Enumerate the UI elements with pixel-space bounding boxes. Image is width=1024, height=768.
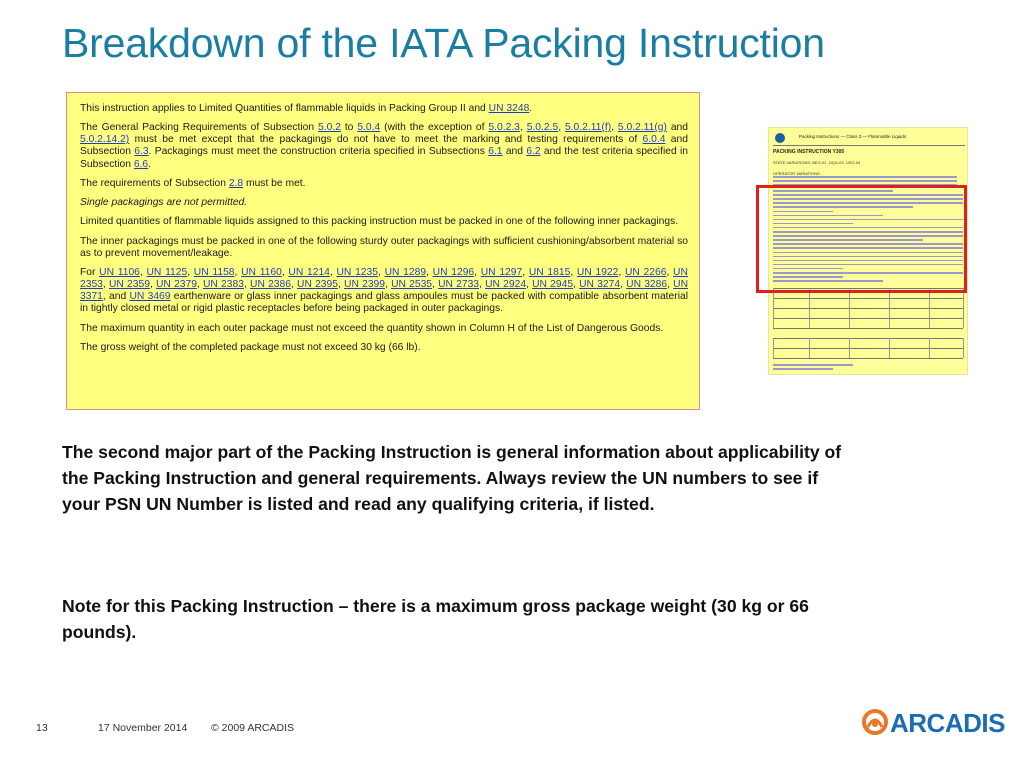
un-number-link[interactable]: UN 2359: [108, 279, 150, 291]
un-number-link[interactable]: UN 3274: [579, 279, 621, 291]
ref-link[interactable]: 5.0.2.3: [488, 122, 520, 134]
un-number-link[interactable]: UN 1297: [480, 267, 523, 279]
thumbnail-line: [773, 328, 963, 329]
ref-link[interactable]: 6.2: [526, 146, 541, 158]
un-number-link[interactable]: UN 1296: [432, 267, 475, 279]
excerpt-paragraph-3: The requirements of Subsection 2.8 must be met.: [80, 177, 306, 189]
body-paragraph-2: Note for this Packing Instruction – there is a maximum gross package weight (30 kg or 66 pounds).: [62, 596, 809, 642]
iata-logo-icon: [775, 133, 785, 143]
un-number-link[interactable]: UN 3286: [626, 279, 668, 291]
thumbnail-line: [773, 298, 963, 299]
packing-instruction-excerpt: [66, 92, 700, 410]
un-number-link[interactable]: UN 1235: [336, 267, 378, 279]
excerpt-paragraph-1: This instruction applies to Limited Quantities of flammable liquids in Packing Group II and UN 3248.: [80, 103, 533, 114]
thumbnail-instruction-title: PACKING INSTRUCTION Y305: [773, 149, 845, 155]
ref-link[interactable]: 6.1: [488, 146, 503, 158]
un-number-link[interactable]: UN 2266: [624, 267, 667, 279]
thumbnail-line: [773, 318, 963, 319]
un-number-link[interactable]: UN 1289: [384, 267, 427, 279]
slide-title: Breakdown of the IATA Packing Instruction: [62, 20, 825, 66]
ref-link[interactable]: 6.3: [134, 146, 149, 158]
un-3248-link[interactable]: UN 3248: [488, 103, 530, 114]
ref-link[interactable]: 5.0.2: [318, 122, 341, 134]
un-number-link[interactable]: UN 2353: [80, 267, 688, 291]
un-number-link[interactable]: UN 2733: [438, 279, 480, 291]
excerpt-paragraph-6: The inner packagings must be packed in one of the following sturdy outer packagings with sufficient cushioning/absorbent material so as to prevent movement/leakage.: [80, 235, 688, 259]
un-number-link[interactable]: UN 1815: [528, 267, 571, 279]
ref-link[interactable]: 2.8: [228, 177, 244, 189]
thumbnail-state-variations: STATE VARIATIONS: BEG-02, DQG-03, USG-04: [773, 160, 861, 165]
thumbnail-table-column: [849, 288, 850, 328]
ref-link[interactable]: 5.0.2.11(g): [617, 122, 667, 134]
un-number-link[interactable]: UN 2924: [485, 279, 527, 291]
un-number-link[interactable]: UN 1106: [99, 267, 140, 279]
thumbnail-line: [773, 368, 833, 370]
thumbnail-table-column: [929, 338, 930, 358]
thumbnail-table-column: [963, 288, 964, 328]
un-number-link[interactable]: UN 2395: [297, 279, 338, 291]
thumbnail-table-column: [773, 338, 774, 358]
footer-copyright: © 2009 ARCADIS: [211, 722, 295, 734]
ref-link[interactable]: 5.0.4: [357, 122, 381, 134]
ref-link[interactable]: 5.0.2.14.2): [80, 134, 130, 146]
excerpt-text: [80, 103, 688, 361]
thumbnail-table-column: [849, 338, 850, 358]
un-number-link[interactable]: UN 2535: [391, 279, 433, 291]
thumbnail-table-column: [963, 338, 964, 358]
thumbnail-table-column: [929, 288, 930, 328]
highlight-box: [756, 185, 967, 293]
excerpt-paragraph-2: The General Packing Requirements of Subsection 5.0.2 to 5.0.4 (with the exception of 5.0.2.3, 5.0.2.5, 5.0.2.11(f), 5.0.2.11(g) and 5.0.2.14.2) must be met except that the packagings do not have to meet the marking and testing requirements of 6.0.4 and Subsection 6.3. Packagings must meet the construction criteria specified in Subsections 6.1 and 6.2 and the test criteria specified in Subsection 6.6.: [80, 122, 689, 170]
page-number: 13: [36, 722, 48, 734]
un-number-link[interactable]: UN 1160: [241, 267, 282, 279]
un-list-and: and: [109, 291, 130, 303]
thumbnail-header-text: Packing Instructions — Class 3 — Flammable Liquids: [799, 134, 907, 139]
thumbnail-table-column: [889, 288, 890, 328]
footer-date: 17 November 2014: [98, 722, 188, 734]
un-number-link[interactable]: UN 2386: [250, 279, 291, 291]
excerpt-paragraph-7: For UN 1106, UN 1125, UN 1158, UN 1160, UN 1214, UN 1235, UN 1289, UN 1296, UN 1297, UN 1815, UN 1922, UN 2266, UN 2353, UN 2359, UN 2379, UN 2383, UN 2386, UN 2395, UN 2399, UN 2535, UN 2733, UN 2924, UN 2945, UN 3274, UN 3286, UN 3371, and UN 3469 earthenware or glass inner packagings and glass ampoules must be packed with compatible absorbent material in tightly closed metal or rigid plastic receptacles before being packaged in outer packagings.: [80, 267, 689, 315]
thumbnail-table-column: [809, 338, 810, 358]
arcadis-logo: [862, 705, 1005, 739]
ref-link[interactable]: 6.0.4: [642, 134, 666, 146]
thumbnail-line: [773, 308, 963, 309]
thumbnail-line: [773, 364, 853, 366]
un-number-link[interactable]: UN 3469: [129, 291, 171, 303]
thumbnail-line: [773, 348, 963, 349]
thumbnail-line: [773, 358, 963, 359]
thumbnail-table-column: [773, 288, 774, 328]
arcadis-logo-icon: [862, 709, 888, 735]
thumbnail-line: [773, 338, 963, 339]
thumbnail-table-column: [809, 288, 810, 328]
thumbnail-operator-variations: OPERATOR VARIATIONS: [773, 171, 820, 176]
un-number-list: UN 1106, UN 1125, UN 1158, UN 1160, UN 1214, UN 1235, UN 1289, UN 1296, UN 1297, UN 1815, UN 1922, UN 2266, UN 2353, UN 2359, UN 2379, UN 2383, UN 2386, UN 2395, UN 2399, UN 2535, UN 2733, UN 2924, UN 2945, UN 3274, UN 3286, UN 3371, and UN 3469: [80, 267, 689, 303]
body-paragraph-1: The second major part of the Packing Instruction is general information about applicability of the Packing Instruction and general requirements. Always review the UN numbers to see if your PSN UN Number is listed and read any qualifying criteria, if listed.: [62, 442, 842, 514]
excerpt-paragraph-9: The gross weight of the completed package must not exceed 30 kg (66 lb).: [80, 341, 421, 353]
thumbnail-table-column: [889, 338, 890, 358]
excerpt-paragraph-8: The maximum quantity in each outer package must not exceed the quantity shown in Column H of the List of Dangerous Goods.: [80, 322, 664, 334]
un-number-link[interactable]: UN 1214: [288, 267, 330, 279]
ref-link[interactable]: 6.6: [133, 158, 149, 170]
thumbnail-line: [773, 176, 957, 178]
thumbnail-line: [773, 180, 957, 182]
un-number-link[interactable]: UN 1158: [193, 267, 235, 279]
un-number-link[interactable]: UN 1125: [146, 267, 188, 279]
excerpt-paragraph-5: Limited quantities of flammable liquids assigned to this packing instruction must be packed in one of the following inner packagings.: [80, 216, 679, 228]
un-number-link[interactable]: UN 2379: [155, 279, 197, 291]
un-number-link[interactable]: UN 2945: [532, 279, 574, 291]
un-number-link[interactable]: UN 2383: [203, 279, 244, 291]
un-number-link[interactable]: UN 3371: [80, 279, 689, 303]
arcadis-logo-text: ARCADIS: [890, 708, 1005, 738]
thumbnail-header: [773, 131, 965, 146]
excerpt-paragraph-4: Single packagings are not permitted.: [80, 197, 248, 209]
ref-link[interactable]: 5.0.2.5: [526, 122, 559, 134]
un-number-link[interactable]: UN 1922: [576, 267, 619, 279]
un-number-link[interactable]: UN 2399: [344, 279, 386, 291]
ref-link[interactable]: 5.0.2.11(f): [564, 122, 612, 134]
